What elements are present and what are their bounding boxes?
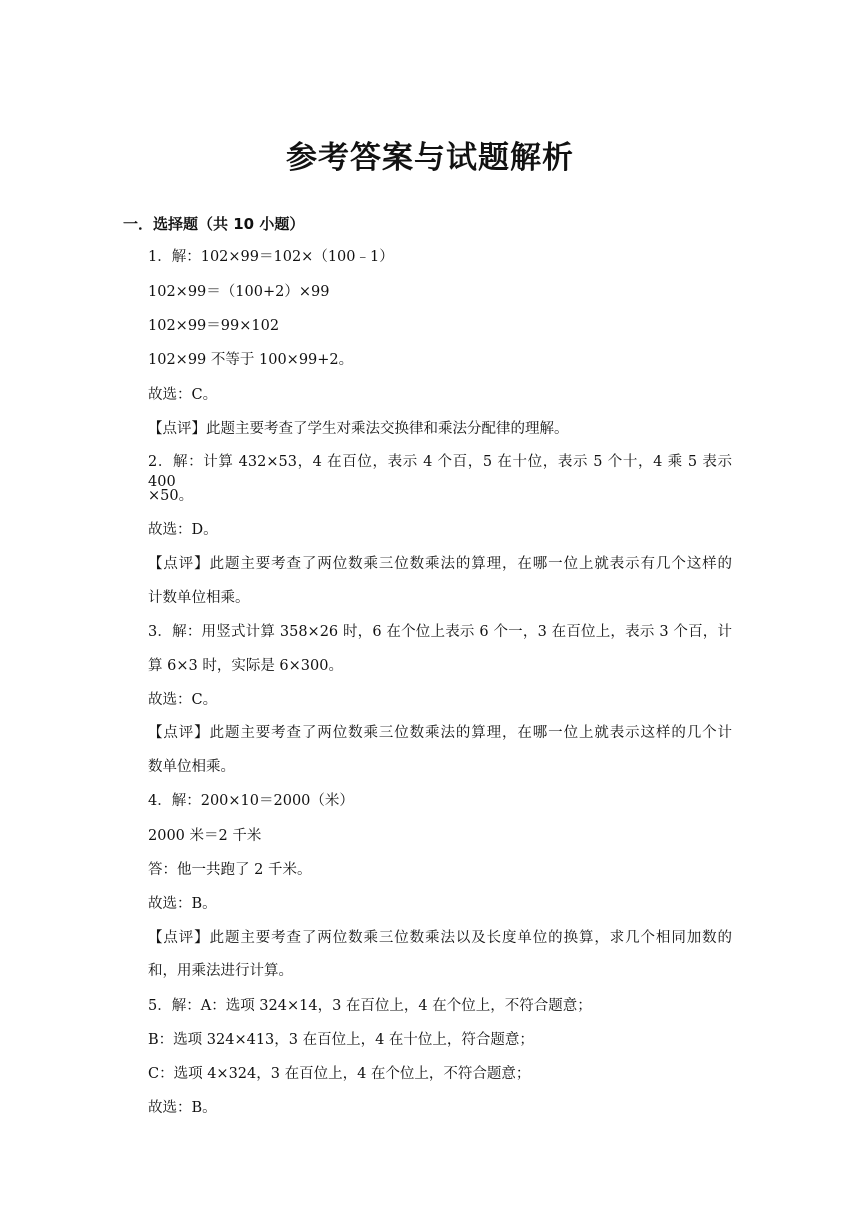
answer-line: 故选：C。 xyxy=(148,692,218,708)
answer-line: 故选：B。 xyxy=(148,896,217,912)
answer-line: 2．解：计算 432×53，4 在百位，表示 4 个百，5 在十位，表示 5 个十，4 乘 5 表示 400 xyxy=(148,454,732,490)
comment-line: 【点评】此题主要考查了学生对乘法交换律和乘法分配律的理解。 xyxy=(148,421,569,437)
answer-line: 故选：C。 xyxy=(148,387,218,403)
answer-line: 102×99 不等于 100×99+2。 xyxy=(148,352,354,368)
answer-line: 算 6×3 时，实际是 6×300。 xyxy=(148,658,343,674)
answer-line: 答：他一共跑了 2 千米。 xyxy=(148,862,312,878)
comment-line: 【点评】此题主要考查了两位数乘三位数乘法的算理，在哪一位上就表示有几个这样的 xyxy=(148,556,732,572)
comment-line: 数单位相乘。 xyxy=(148,759,235,775)
answer-line: 5．解：A：选项 324×14，3 在百位上，4 在个位上，不符合题意； xyxy=(148,998,592,1014)
answer-line: 2000 米＝2 千米 xyxy=(148,828,262,844)
comment-line: 计数单位相乘。 xyxy=(148,590,250,606)
answer-line: 102×99＝（100+2）×99 xyxy=(148,284,330,300)
answer-line: ×50。 xyxy=(148,488,194,504)
answer-line: 3．解：用竖式计算 358×26 时，6 在个位上表示 6 个一，3 在百位上，表示 3 个百，计 xyxy=(148,624,732,640)
answer-line: 故选：D。 xyxy=(148,522,218,538)
comment-line: 【点评】此题主要考查了两位数乘三位数乘法以及长度单位的换算，求几个相同加数的 xyxy=(148,930,732,946)
answer-line: 1．解：102×99＝102×（100﹣1） xyxy=(148,249,394,265)
answer-line: B：选项 324×413，3 在百位上，4 在十位上，符合题意； xyxy=(148,1032,534,1048)
answer-line: 102×99＝99×102 xyxy=(148,318,280,334)
answer-line: 4．解：200×10＝2000（米） xyxy=(148,793,354,809)
answer-line: C：选项 4×324，3 在百位上，4 在个位上，不符合题意； xyxy=(148,1066,531,1082)
page-title: 参考答案与试题解析 xyxy=(286,140,574,176)
answer-line: 故选：B。 xyxy=(148,1100,217,1116)
comment-line: 【点评】此题主要考查了两位数乘三位数乘法的算理，在哪一位上就表示这样的几个计 xyxy=(148,725,732,741)
section-heading: 一．选择题（共 10 小题） xyxy=(123,215,305,233)
comment-line: 和，用乘法进行计算。 xyxy=(148,963,293,979)
